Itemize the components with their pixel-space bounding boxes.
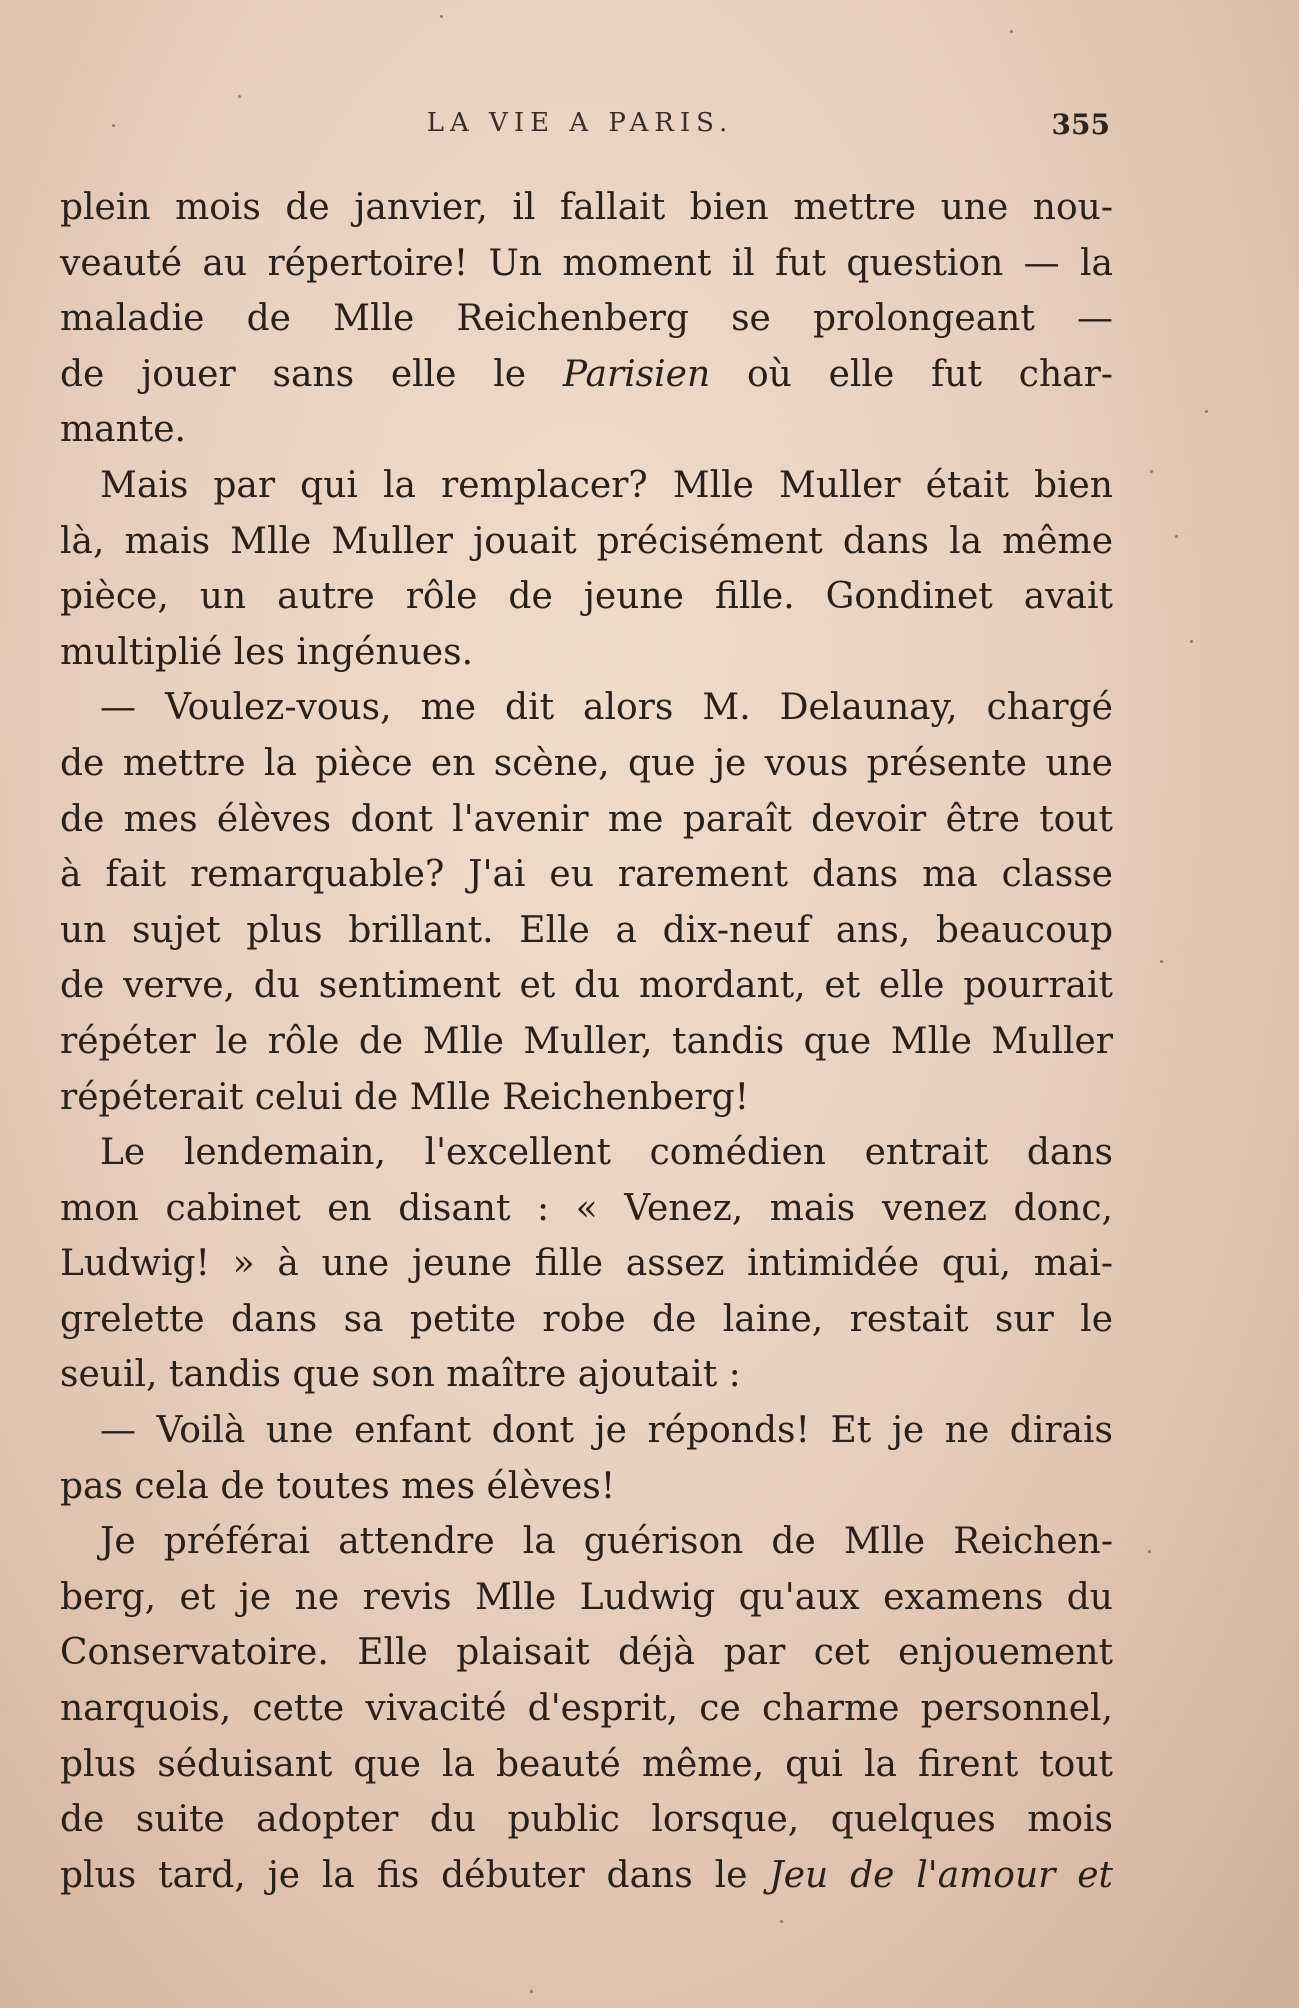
- paper-speck: [1205, 410, 1208, 413]
- paper-speck: [238, 95, 241, 98]
- running-title: LA VIE A PARIS.: [426, 108, 734, 138]
- text-line-20: Ludwig! » à une jeune fille assez intimidée qui, mai-: [60, 1243, 1113, 1285]
- paper-speck: [530, 1990, 533, 1993]
- text-line-21: grelette dans sa petite robe de laine, restait sur le: [60, 1298, 1113, 1340]
- text-line-12: de mes élèves dont l'avenir me paraît devoir être tout: [60, 798, 1113, 840]
- text-line-22: seuil, tandis que son maître ajoutait :: [60, 1354, 741, 1396]
- text-line-10: — Voulez-vous, me dit alors M. Delaunay, chargé: [100, 687, 1113, 729]
- text-line-26: berg, et je ne revis Mlle Ludwig qu'aux examens du: [60, 1576, 1113, 1618]
- text-line-9: multiplié les ingénues.: [60, 631, 474, 673]
- text-line-19: mon cabinet en disant : « Venez, mais venez donc,: [60, 1187, 1113, 1229]
- text-line-30: de suite adopter du public lorsque, quelques mois: [60, 1799, 1113, 1841]
- page-header: [60, 108, 1110, 154]
- text-line-31-before: plus tard, je la fis débuter dans le: [60, 1854, 770, 1896]
- text-line-24: pas cela de toutes mes élèves!: [60, 1465, 616, 1507]
- body-text: [60, 180, 1113, 1903]
- text-line-23: — Voilà une enfant dont je réponds! Et je ne dirais: [100, 1410, 1113, 1452]
- text-line-8: pièce, un autre rôle de jeune fille. Gondinet avait: [60, 576, 1113, 618]
- text-line-6: Mais par qui la remplacer? Mlle Muller était bien: [100, 464, 1113, 506]
- text-line-27: Conservatoire. Elle plaisait déjà par cet enjouement: [60, 1632, 1113, 1674]
- italic-title-jeu-de-l-amour: Jeu de l'amour et: [769, 1854, 1114, 1896]
- text-line-28: narquois, cette vivacité d'esprit, ce charme personnel,: [60, 1688, 1113, 1730]
- text-line-13: à fait remarquable? J'ai eu rarement dans ma classe: [60, 854, 1113, 896]
- paper-speck: [112, 124, 115, 127]
- paper-speck: [1150, 470, 1153, 473]
- text-line-25: Je préférai attendre la guérison de Mlle Reichen-: [100, 1521, 1113, 1563]
- text-line-15: de verve, du sentiment et du mordant, et elle pourrait: [60, 965, 1113, 1007]
- text-line-18: Le lendemain, l'excellent comédien entrait dans: [100, 1132, 1113, 1174]
- text-line-17: répéterait celui de Mlle Reichenberg!: [60, 1076, 750, 1118]
- text-line-11: de mettre la pièce en scène, que je vous présente une: [60, 742, 1113, 784]
- page-number: 355: [1051, 108, 1110, 141]
- text-line-2: veauté au répertoire! Un moment il fut question — la: [60, 242, 1113, 284]
- paper-speck: [1148, 1550, 1151, 1553]
- paper-speck: [1175, 535, 1178, 538]
- text-line-29: plus séduisant que la beauté même, qui la firent tout: [60, 1743, 1113, 1785]
- text-line-14: un sujet plus brillant. Elle a dix-neuf ans, beaucoup: [60, 909, 1113, 951]
- italic-title-parisien: Parisien: [562, 353, 711, 395]
- paper-speck: [1160, 960, 1163, 963]
- text-line-7: là, mais Mlle Muller jouait précisément dans la même: [60, 520, 1113, 562]
- text-line-4-after: où elle fut char-: [710, 353, 1113, 395]
- text-line-31: [60, 1848, 1113, 1904]
- paper-speck: [1190, 640, 1193, 643]
- text-line-1: plein mois de janvier, il fallait bien mettre une nou-: [60, 187, 1113, 228]
- paper-speck: [440, 15, 443, 18]
- text-line-4: [60, 347, 1113, 403]
- text-line-5: mante.: [60, 409, 186, 451]
- text-line-3: maladie de Mlle Reichenberg se prolongeant —: [60, 298, 1113, 340]
- paper-speck: [1010, 30, 1013, 33]
- text-line-16: répéter le rôle de Mlle Muller, tandis que Mlle Muller: [60, 1020, 1113, 1062]
- text-line-4-before: de jouer sans elle le: [60, 353, 563, 395]
- paper-speck: [780, 1920, 783, 1923]
